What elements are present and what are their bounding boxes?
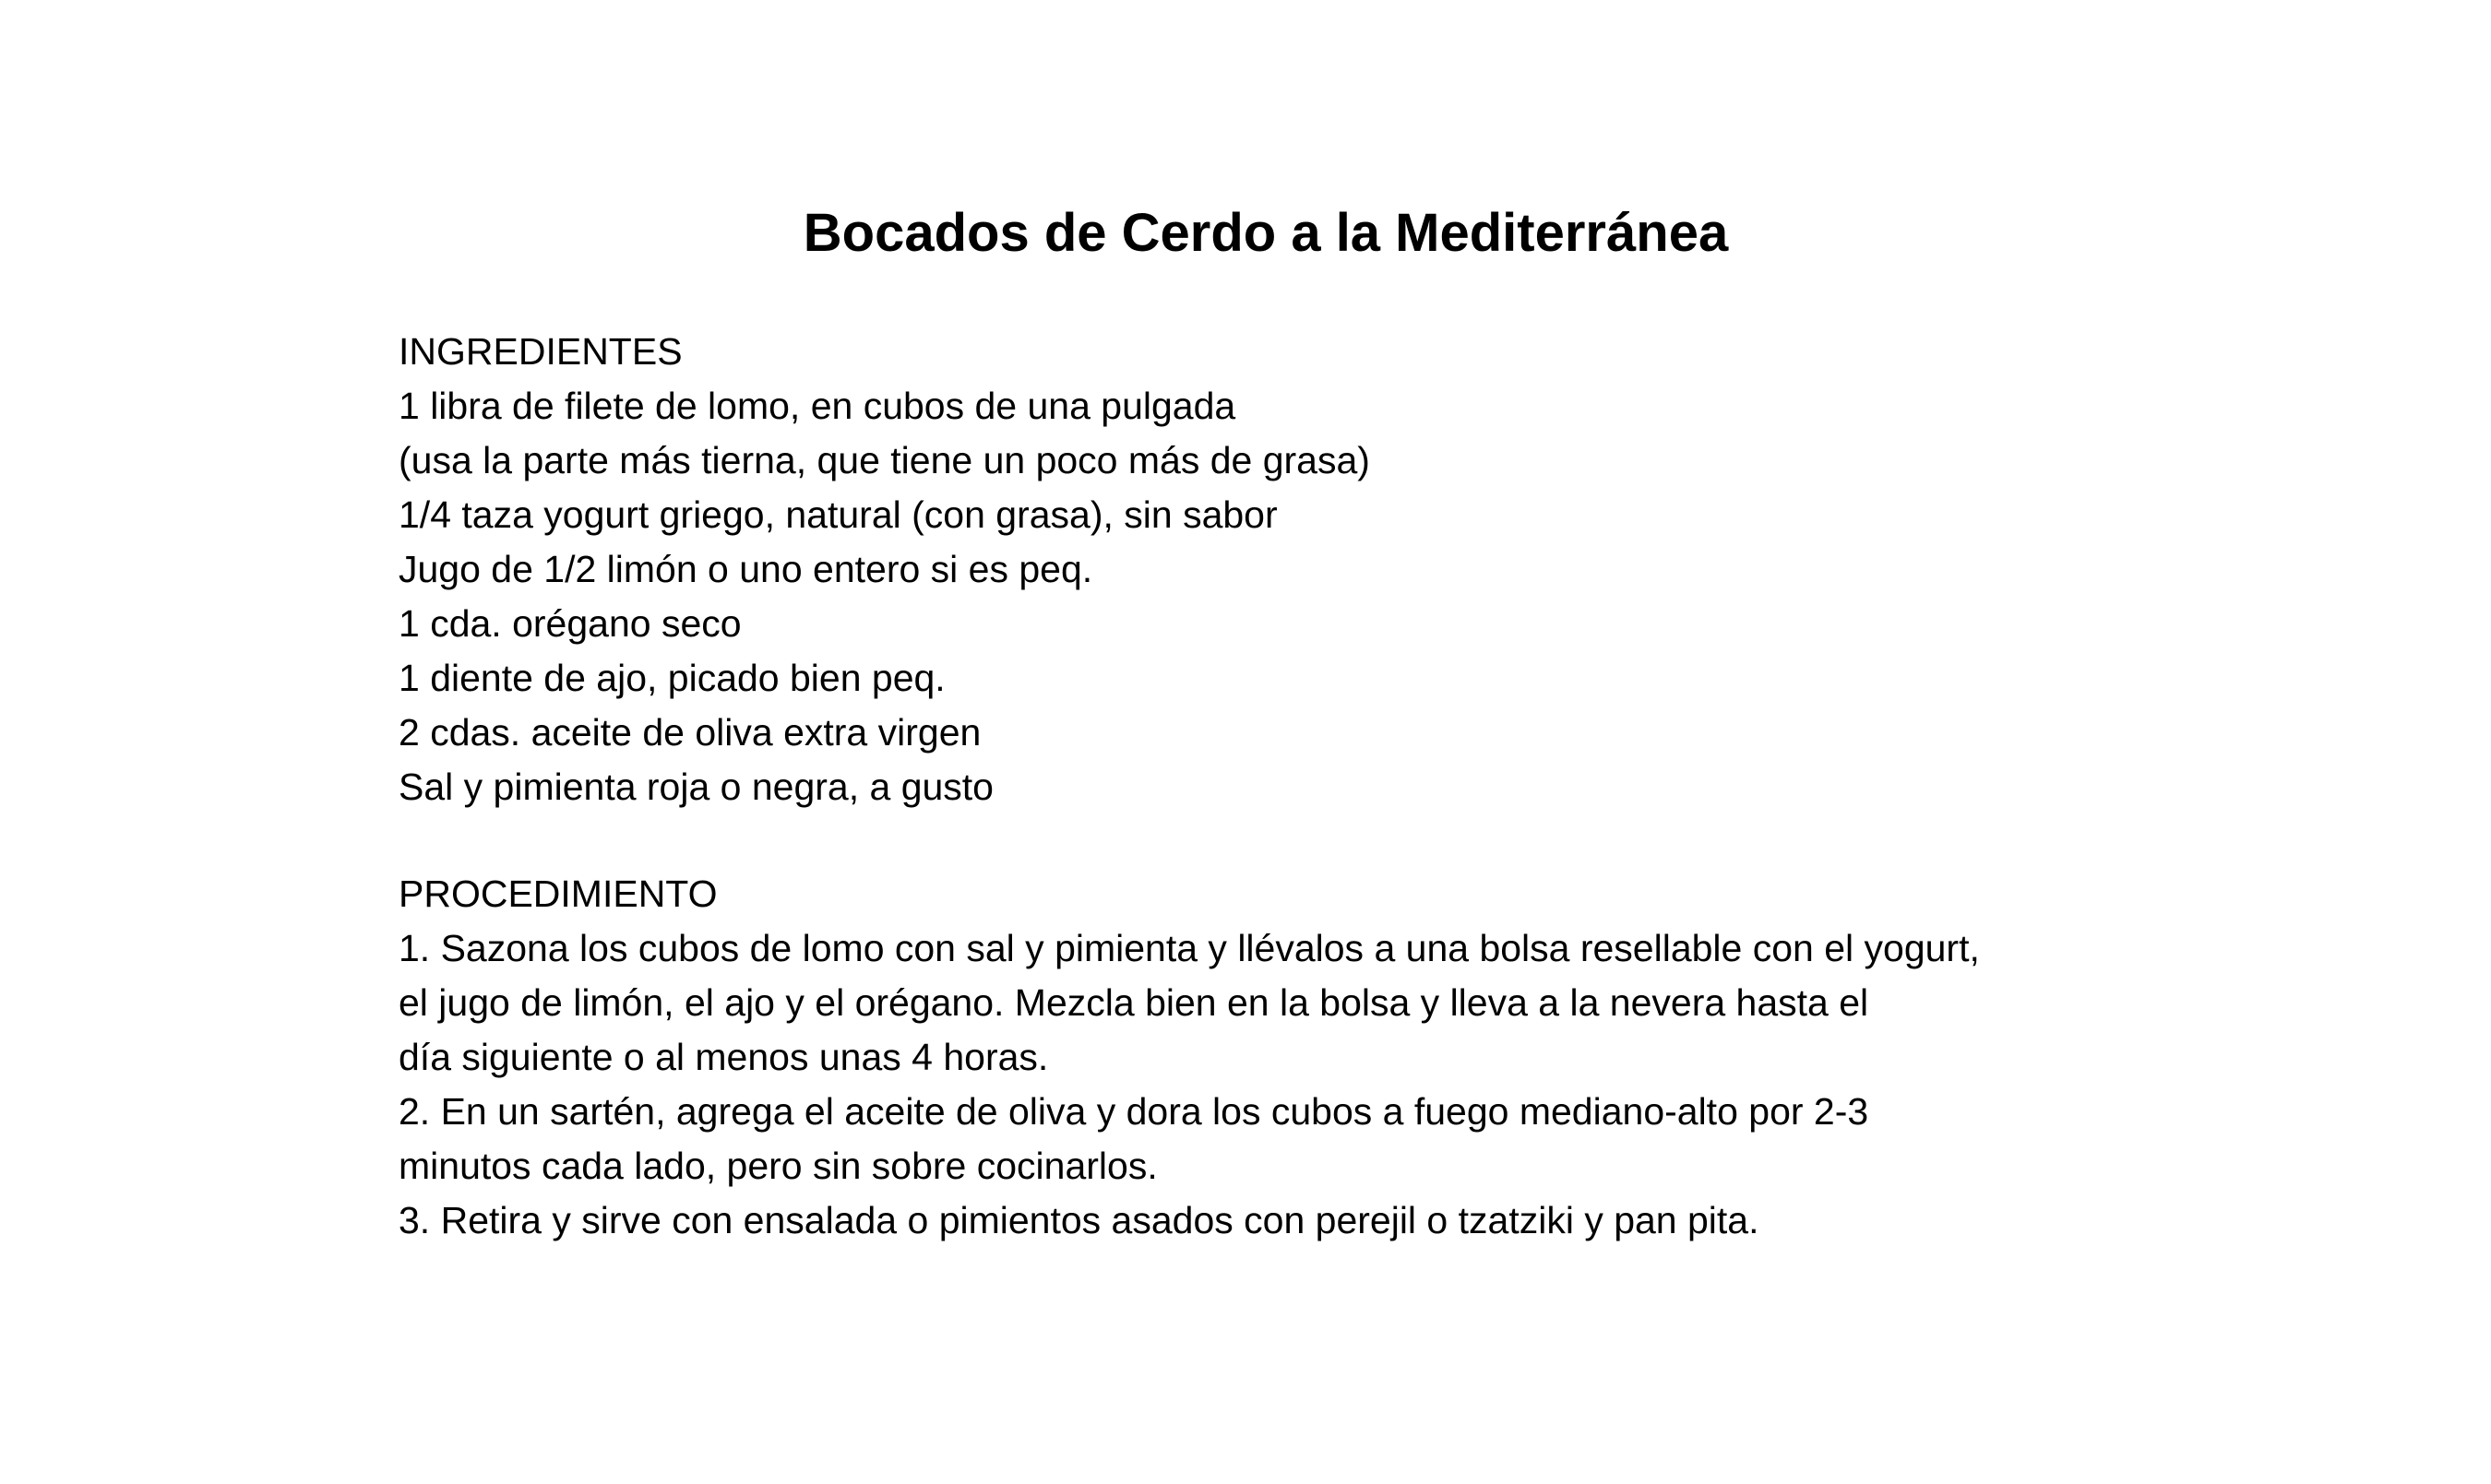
procedure-line: minutos cada lado, pero sin sobre cocinarlos. — [399, 1145, 1158, 1187]
procedure-heading: PROCEDIMIENTO — [399, 873, 718, 915]
ingredient-line: 2 cdas. aceite de oliva extra virgen — [399, 711, 982, 754]
ingredient-line: 1 libra de filete de lomo, en cubos de una pulgada — [399, 385, 1236, 427]
ingredient-line: Sal y pimienta roja o negra, a gusto — [399, 766, 994, 808]
ingredient-line: 1/4 taza yogurt griego, natural (con grasa), sin sabor — [399, 493, 1278, 536]
ingredient-line: 1 diente de ajo, picado bien peq. — [399, 657, 946, 699]
procedure-line: 1. Sazona los cubos de lomo con sal y pimienta y llévalos a una bolsa resellable con el yogurt, — [399, 927, 1980, 969]
ingredients-heading: INGREDIENTES — [399, 330, 683, 373]
procedure-line: el jugo de limón, el ajo y el orégano. Mezcla bien en la bolsa y lleva a la nevera hasta el — [399, 981, 1869, 1024]
ingredient-line: (usa la parte más tierna, que tiene un poco más de grasa) — [399, 439, 1370, 481]
procedure-line: 2. En un sartén, agrega el aceite de oliva y dora los cubos a fuego mediano-alto por 2-3 — [399, 1090, 1869, 1133]
procedure-line: 3. Retira y sirve con ensalada o pimientos asados con perejil o tzatziki y pan pita. — [399, 1199, 1759, 1241]
ingredient-line: Jugo de 1/2 limón o uno entero si es peq. — [399, 548, 1093, 590]
procedure-line: día siguiente o al menos unas 4 horas. — [399, 1036, 1049, 1078]
recipe-title: Bocados de Cerdo a la Mediterránea — [803, 203, 1729, 263]
procedure-section — [399, 867, 2465, 1248]
ingredients-section — [399, 325, 2465, 814]
ingredient-line: 1 cda. orégano seco — [399, 602, 742, 645]
